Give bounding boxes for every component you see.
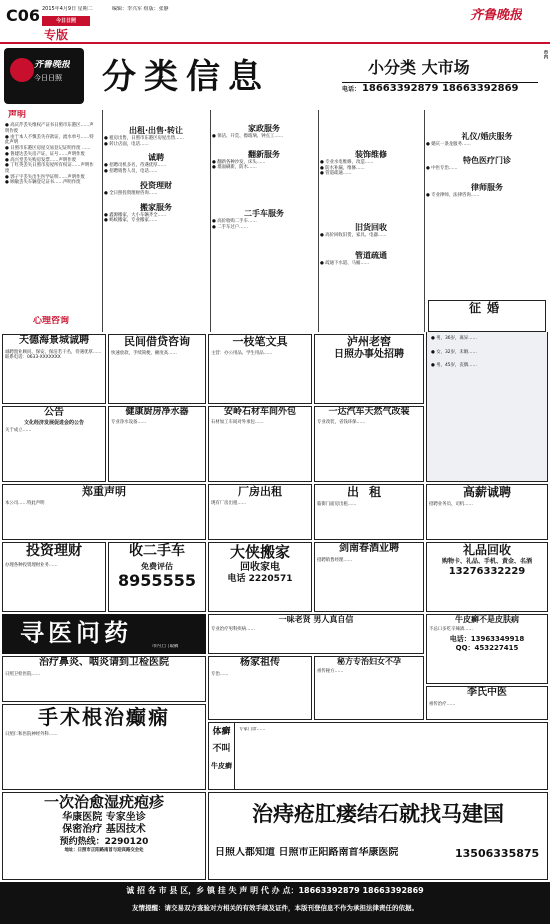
tinea-side-words	[209, 723, 235, 789]
ad-address: 地址：日照市正阳路南首与迎宾路交会处	[64, 848, 144, 853]
ad-title: 一达汽车天然气改装	[328, 407, 410, 417]
ad-used-car-buy[interactable]	[108, 542, 206, 612]
ad-title: 厂房出租	[238, 485, 282, 498]
ad-psoriasis[interactable]	[426, 614, 548, 684]
side-word: 不叫	[212, 744, 231, 755]
ad-tinea[interactable]	[208, 722, 548, 790]
newspaper-logo	[4, 48, 84, 104]
banner-phone: 18663392879 18663392869	[361, 83, 519, 94]
used-car-item: ● 二手车过户……	[212, 224, 248, 230]
used-car-item: ● 高价收购二手车……	[212, 219, 257, 225]
seek-medical-banner	[2, 614, 206, 654]
ad-yang-family[interactable]	[208, 656, 312, 720]
gift-heading: 礼仪/婚庆服务	[461, 132, 513, 141]
home-heading: 家政服务	[248, 124, 280, 133]
ad-high-salary[interactable]	[426, 484, 548, 540]
footer-line-1: 诚 招 各 市 县 区，乡 镇 挂 失 声 明 代 办 点：18663392879 18663392869	[126, 886, 424, 895]
ad-title: 牛皮癣不是皮肤病	[455, 615, 519, 624]
ad-title: 天德海景城诚聘	[19, 335, 89, 346]
lawyer-item: ● 专业律师，法律咨询……	[426, 193, 480, 199]
repair-column	[320, 110, 422, 332]
seek-medical-sub: 市内上门取稿	[152, 644, 179, 649]
ad-title: 一枝笔文具	[232, 335, 288, 348]
classified-banner	[2, 46, 548, 108]
daily-tag: 今日日照	[42, 16, 90, 26]
ad-body: 祖传治疗……	[429, 701, 456, 707]
logo-sub: 今日日照	[34, 74, 62, 82]
ad-investment[interactable]	[2, 542, 106, 612]
special-clinic-heading: 特色医疗门诊	[463, 155, 511, 165]
ad-sub: 免费评估	[141, 560, 173, 571]
tinea-body: 专家门诊……	[239, 727, 266, 732]
ad-body: 专业治疗男科疾病……	[211, 627, 255, 632]
ad-title: 剑南春酒业聘	[339, 543, 399, 554]
moving-item: ● 鑫源搬家，大小车辆齐全……	[104, 212, 167, 218]
footer-line-2: 友情提醒：请交易双方查验对方相关的有效手续及证件，本版刊登信息不作为承担法律责任的依据。	[132, 904, 418, 912]
page-header	[0, 0, 550, 44]
hiring-heading: 诚聘	[148, 153, 164, 163]
phone-strip	[342, 82, 538, 96]
consult-heading: 心理咨询	[32, 316, 69, 326]
ad-title: 礼品回收	[462, 543, 511, 557]
ad-body: 办理各种投资理财业务……	[5, 562, 58, 568]
repair-item: ● 防水补漏，维修……	[320, 165, 365, 171]
special-clinic-item: ● 中医专治……	[426, 165, 458, 171]
ad-body: 石材加工车间对外承包……	[211, 420, 264, 426]
old-goods-item: ● 高价回收旧货，家具、电器……	[320, 233, 387, 239]
hiring-item: ● 招聘销售人员，电话……	[104, 169, 158, 175]
invest-item: ● 全日照投资理财咨询……	[104, 190, 158, 196]
repair-item: ● 管道疏通……	[320, 171, 352, 177]
marriage-item: ● 女，32岁，未婚……	[431, 349, 477, 355]
ad-body: 日照仁和医院神经外科……	[5, 732, 58, 737]
ad-title: 投资理财	[26, 543, 82, 559]
ad-announcement[interactable]	[2, 406, 106, 482]
logo-circle-icon	[10, 58, 34, 82]
ad-huakang-left[interactable]	[2, 792, 206, 880]
ad-tiande-hiring[interactable]	[2, 334, 106, 404]
ad-body: 购物卡、礼品、手机、黄金、名酒	[441, 558, 532, 565]
home-item: ● 保洁、开荒、擦玻璃、钟点工……	[212, 134, 284, 139]
ad-ma-jianguo[interactable]	[208, 792, 548, 880]
ad-rhinitis[interactable]	[2, 656, 206, 702]
side-word: 牛皮癣	[211, 761, 232, 770]
rent-item: ● 租房出售，日照市东港区房屋出售……	[104, 136, 184, 141]
ad-body: 祖传秘方……	[317, 669, 344, 674]
gift-item: ● 婚庆一条龙服务……	[426, 142, 471, 147]
ad-title: 出租	[346, 485, 391, 499]
logo-brand: 齐鲁晚报	[34, 60, 71, 70]
banner-slogan: 小分类 大市场	[368, 58, 470, 77]
service-column	[212, 110, 316, 332]
ad-title: 李氏中医	[467, 687, 507, 698]
marriage-heading: 征婚	[468, 301, 505, 315]
notice-item: ● 由于本人不慎丢失存款证，流水单号……特此声明	[5, 134, 94, 146]
ad-body: 关于成立……	[5, 428, 32, 433]
rent-item: ● 转让店面，电话……	[104, 141, 149, 147]
ad-body: 招聘业务员、司机……	[429, 502, 473, 507]
ad-stationery[interactable]	[208, 334, 312, 404]
ad-title: 收二手车	[129, 543, 185, 559]
renov-item: ● 翻新各种沙发，床头……	[212, 159, 266, 165]
renov-item: ● 墙面刷新，防水……	[212, 165, 257, 171]
ad-body: 日照卫检医院……	[5, 671, 41, 677]
ad-gift-recycle[interactable]	[426, 542, 548, 612]
ad-line: 华康医院 专家坐诊	[62, 811, 146, 823]
brand-logo: 齐鲁晚报	[470, 8, 523, 23]
ad-infertility[interactable]	[314, 656, 424, 720]
ad-body: 临街门面房出租……	[317, 502, 357, 507]
ad-qq: QQ：453227415	[455, 643, 519, 652]
ad-line: 保密治疗 基因技术	[62, 824, 146, 836]
repair-item: ● 专业水电维修，改造……	[320, 160, 374, 165]
notice-item: ● 丁红英丢失日照市房屋所有权证……声明作废	[5, 163, 94, 174]
ad-body: 专业净水设备……	[111, 420, 147, 426]
ad-water-purifier[interactable]	[108, 406, 206, 482]
notice-heading: 声明	[8, 110, 27, 120]
ad-epilepsy[interactable]	[2, 704, 206, 790]
old-goods-heading: 旧货回收	[355, 223, 387, 233]
side-word: 体癣	[212, 727, 231, 737]
ad-body: 快速放款，手续简便，额度高……	[111, 350, 177, 356]
ad-loan-consult[interactable]	[108, 334, 206, 404]
ad-body: 现有厂房出租……	[211, 500, 247, 506]
pipe-heading: 管道疏通	[355, 250, 387, 260]
notice-item: ● 高兴堂丢失购房发票……声明作废	[5, 157, 77, 163]
ad-body: 本公司……特此声明	[5, 500, 45, 506]
used-car-heading: 二手车服务	[244, 209, 284, 219]
ad-li-tcm[interactable]	[426, 686, 548, 720]
phone-label: 电话：	[342, 86, 361, 93]
notice-item: ● 郭子宇丢失出生医学证明……声明作废	[5, 174, 85, 180]
ad-title: 杨家祖传	[240, 657, 280, 668]
marriage-item: ● 男，45岁，丧偶……	[431, 363, 477, 369]
moving-item: ● 蚂蚁搬家，专业搬家……	[104, 218, 158, 224]
ad-luzhou-laojiao[interactable]	[314, 334, 424, 404]
ad-title: 民间借贷咨询	[124, 335, 190, 348]
ad-body: 不忌口多吃辛辣酒……	[429, 627, 473, 632]
lawyer-heading: 律师服务	[471, 183, 503, 193]
ad-title: 郑重声明	[82, 485, 126, 498]
ad-stone-workshop[interactable]	[208, 406, 312, 482]
notice-item: ● 鲁建达丢失房产证，证号……声明作废	[5, 151, 85, 157]
ad-sub: 文化经济发展促进会的公告	[23, 419, 84, 426]
ad-sub: 日照人都知道 日照市正阳路南首华康医院	[215, 847, 399, 858]
ad-male-health[interactable]	[208, 614, 424, 654]
page-number: C06	[6, 6, 41, 25]
ad-body: 招聘销售经理……	[317, 557, 353, 563]
ad-title: 公告	[44, 407, 64, 418]
marriage-item: ● 男，36岁，离异……	[431, 336, 477, 341]
ad-jiannanchun[interactable]	[314, 542, 424, 612]
notice-item: ● 日照市东港区房屋交易登记证明作废 ……	[5, 146, 91, 152]
ad-title: 一味老贤 男人真自信	[278, 615, 354, 624]
ad-body: 诚聘置业顾问、保安、保洁若干名，待遇优厚……联系电话：0633-XXXXXXX	[5, 349, 102, 361]
marriage-continuation	[426, 332, 548, 482]
hiring-item: ● 招聘司机多名，待遇优厚……	[104, 163, 167, 169]
notice-item: ● 高庆芹丢失维权产证书日照市东港区……声明作废	[5, 123, 94, 134]
editor-credit: 编辑：李兴军 组版：张静	[112, 6, 169, 12]
ad-body: 专治……	[211, 671, 229, 677]
ad-phone: 8955555	[118, 570, 196, 590]
ad-body: 主营：办公用品、学生用品……	[211, 350, 273, 356]
ad-title: 治痔疮肛瘘结石就找马建国	[252, 802, 504, 826]
ad-solemn-statement[interactable]	[2, 484, 206, 540]
ad-title: 大侠搬家	[229, 543, 290, 561]
section-label: 专版	[44, 28, 69, 42]
ad-moving-hero[interactable]	[208, 542, 312, 612]
ad-title: 一次治愈湿疣疱疹	[43, 793, 164, 811]
ad-car-gas[interactable]	[314, 406, 424, 482]
ad-phone: 13506335875	[455, 847, 540, 860]
banner-title: 分类信息	[102, 57, 270, 97]
marriage-box	[428, 300, 546, 332]
invest-heading: 投资理财	[140, 180, 172, 190]
ad-factory-rent[interactable]	[208, 484, 312, 540]
renov-heading: 翻新服务	[248, 149, 280, 159]
notice-column	[2, 110, 100, 332]
issue-date: 2015年4月9日 星期二	[42, 6, 93, 12]
wedding-column	[426, 110, 548, 332]
pipe-item: ● 疏通下水道、马桶……	[320, 260, 370, 266]
rental-column	[104, 110, 208, 332]
rent-heading: 出租·出售·转让	[128, 126, 184, 135]
seek-medical-title: 寻医问药	[20, 619, 132, 647]
notice-item: ● 顾敏丢失车辆登记证书……声明作废	[5, 180, 81, 186]
ad-phone: 13276332229	[448, 565, 526, 577]
ad-sub: 回收家电	[240, 561, 280, 573]
ad-title: 手术根治癫痫	[38, 705, 170, 729]
ad-body: 专业改装，省钱环保……	[317, 420, 366, 426]
ad-phone: 电话 2220571	[227, 574, 293, 585]
ad-title: 秘方专治妇女不孕	[337, 657, 401, 666]
ad-title: 安岭石材车间外包	[223, 407, 296, 417]
ad-for-rent[interactable]	[314, 484, 424, 540]
ad-phone: 预约热线：2290120	[59, 836, 149, 847]
repair-heading: 装饰维修	[355, 150, 387, 159]
ad-title: 泸州老窖	[347, 335, 391, 348]
banner-side-tag: 市内	[543, 50, 548, 59]
moving-heading: 搬家服务	[140, 202, 172, 212]
classified-grid	[2, 110, 548, 332]
ad-title: 健康厨房净水器	[125, 407, 189, 417]
ad-phone: 电话：13963349918	[449, 634, 525, 643]
footer-bar	[0, 882, 550, 924]
ad-title: 治疗鼻炎、咽炎请到卫检医院	[39, 657, 169, 668]
ad-body: 日照办事处招聘	[334, 348, 404, 360]
ad-title: 高薪诚聘	[462, 485, 511, 499]
